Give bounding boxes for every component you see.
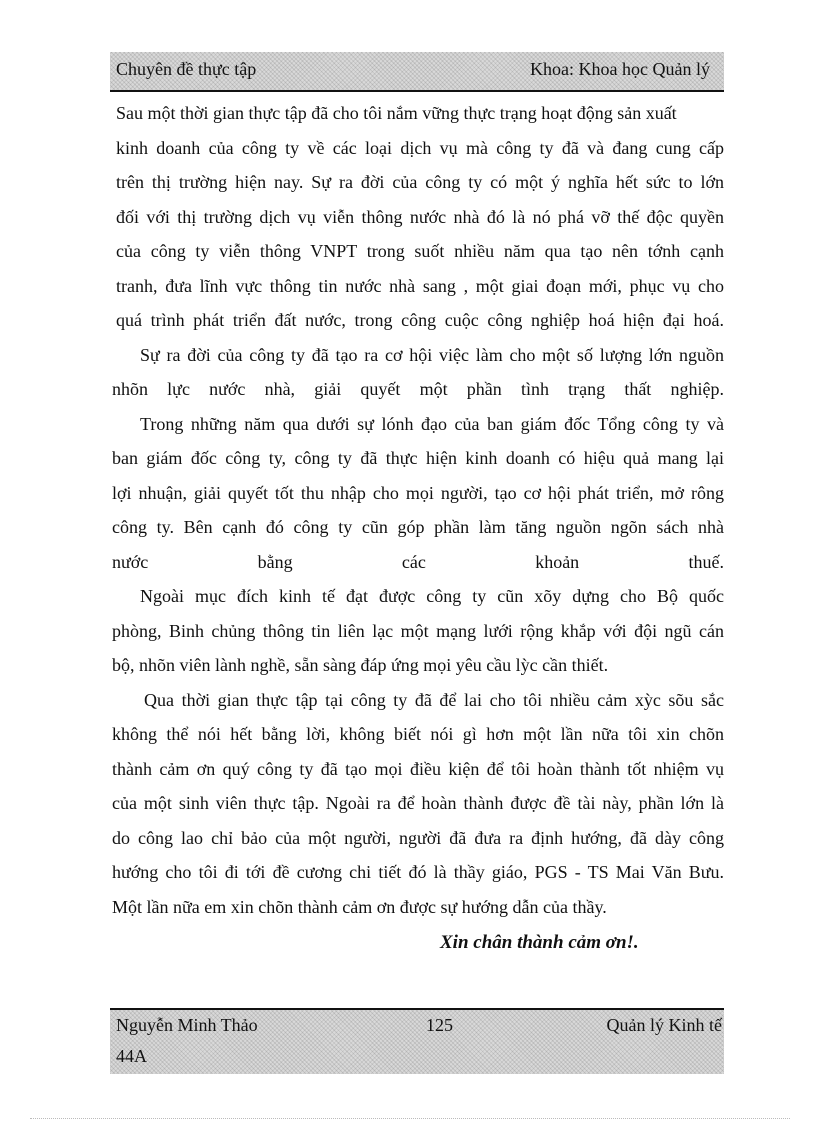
page-footer xyxy=(110,1008,724,1074)
text-line: đối với thị trường dịch vụ viễn thông nước nhà đó là nó phá vỡ thế độc quyền xyxy=(116,206,724,227)
text-line: Sự ra đời của công ty đã tạo ra cơ hội việc làm cho một số lượng lớn nguồn xyxy=(140,344,724,365)
text-line: quá trình phát triển đất nước, trong công cuộc công nghiệp hoá hiện đại hoá. xyxy=(116,310,724,330)
footer-class: 44A xyxy=(116,1046,147,1066)
closing-thanks: Xin chân thành cảm ơn!. xyxy=(440,932,639,953)
text-line: không thể nói hết bằng lời, không biết nói gì hơn một lần nữa tôi xin chõn xyxy=(112,724,724,744)
page-header xyxy=(110,52,724,92)
footer-author: Nguyễn Minh Thảo xyxy=(116,1015,258,1035)
text-line: tranh, đưa lĩnh vực thông tin nước nhà sang , một giai đoạn mới, phục vụ cho xyxy=(116,275,724,296)
text-line: công ty. Bên cạnh đó công ty cũn góp phần làm tăng nguồn ngõn sách nhà xyxy=(112,517,724,537)
text-line: thành cảm ơn quý công ty đã tạo mọi điều kiện để tôi hoàn thành tốt nhiệm vụ xyxy=(112,758,724,779)
header-title: Chuyên đề thực tập xyxy=(116,59,257,79)
paragraph xyxy=(112,338,724,407)
text-line: bộ, nhõn viên lành nghề, sẵn sàng đáp ứng mọi yêu cầu lỳc cần thiết. xyxy=(112,655,609,675)
text-line: Qua thời gian thực tập tại công ty đã để lai cho tôi nhiều cảm xỳc sõu sắc xyxy=(144,689,724,710)
text-line: lợi nhuận, giải quyết tốt thu nhập cho mọi người, tạo cơ hội phát triển, mở rông xyxy=(112,482,724,503)
text-line: ban giám đốc công ty, công ty đã thực hiện kinh doanh có hiệu quả mang lại xyxy=(112,448,724,468)
text-line: nước bằng các khoản thuế. xyxy=(112,551,724,572)
footer-department: Quản lý Kinh tế xyxy=(606,1015,722,1035)
text-line: do công lao chỉ bảo của một người, người đã đưa ra định hướng, đã dày công xyxy=(112,827,724,848)
paragraph xyxy=(112,96,724,338)
page-number: 125 xyxy=(426,1015,453,1035)
text-line: nhõn lực nước nhà, giải quyết một phần tình trạng thất nghiệp. xyxy=(112,379,724,399)
text-line: Một lần nữa em xin chõn thành cảm ơn được sự hướng dẫn của thầy. xyxy=(112,896,607,917)
text-line: Sau một thời gian thực tập đã cho tôi nắm vững thực trạng hoạt động sản xuất xyxy=(116,103,677,123)
paragraph xyxy=(112,407,724,580)
page-bottom-rule xyxy=(30,1118,790,1119)
text-line: kinh doanh của công ty về các loại dịch vụ mà công ty đã và đang cung cấp xyxy=(116,137,724,158)
document-body xyxy=(112,96,724,924)
text-line: trên thị trường hiện nay. Sự ra đời của công ty có một ý nghĩa hết sức to lớn xyxy=(116,172,724,192)
text-line: hướng cho tôi đi tới đề cương chi tiết đó là thầy giáo, PGS - TS Mai Văn Bưu. xyxy=(112,862,724,882)
text-line: Ngoài mục đích kinh tế đạt được công ty cũn xõy dựng cho Bộ quốc xyxy=(140,586,724,606)
text-line: phòng, Binh chủng thông tin liên lạc một mạng lưới rộng khắp với đội ngũ cán xyxy=(112,620,724,641)
text-line: của một sinh viên thực tập. Ngoài ra để hoàn thành được đề tài này, phần lớn là xyxy=(112,793,724,813)
text-line: Trong những năm qua dưới sự lónh đạo của ban giám đốc Tổng công ty và xyxy=(140,413,724,434)
paragraph xyxy=(112,579,724,683)
header-faculty: Khoa: Khoa học Quản lý xyxy=(530,59,710,79)
paragraph xyxy=(112,683,724,925)
text-line: của công ty viễn thông VNPT trong suốt nhiều năm qua tạo nên tớnh cạnh xyxy=(116,241,724,261)
